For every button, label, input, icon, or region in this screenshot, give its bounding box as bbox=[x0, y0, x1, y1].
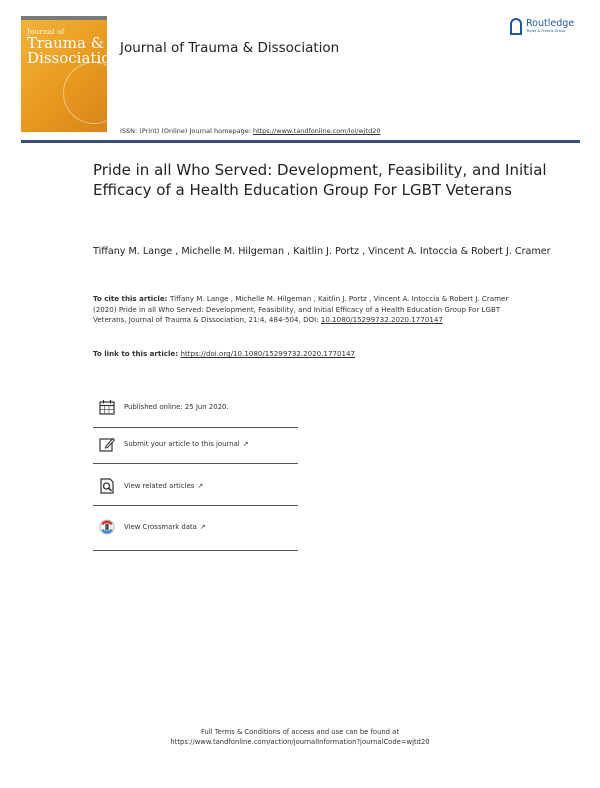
link-label: To link to this article: bbox=[93, 349, 181, 358]
footer bbox=[0, 727, 600, 747]
external-link-icon: ↗ bbox=[242, 440, 249, 448]
related-articles-item[interactable] bbox=[93, 470, 298, 506]
cover-line2a: Trauma & bbox=[27, 34, 105, 52]
edit-icon bbox=[99, 436, 115, 452]
crossmark-label bbox=[124, 523, 206, 531]
journal-cover-image bbox=[21, 16, 120, 132]
info-separator bbox=[93, 463, 298, 464]
cover-title bbox=[27, 36, 120, 66]
issn-text: ISSN: (Print) (Online) Journal homepage: bbox=[120, 127, 253, 135]
doi-value[interactable]: 10.1080/15299732.2020.1770147 bbox=[320, 315, 443, 325]
search-document-icon bbox=[99, 478, 115, 494]
header-divider bbox=[21, 140, 580, 143]
crossmark-text: View Crossmark data bbox=[124, 523, 197, 531]
cover-line1: Journal of bbox=[27, 27, 65, 36]
related-articles-text: View related articles bbox=[124, 482, 195, 490]
issn-line bbox=[120, 127, 381, 135]
cover-decoration bbox=[63, 62, 125, 124]
routledge-mark-icon bbox=[510, 18, 522, 35]
info-separator bbox=[93, 505, 298, 506]
doi-label: DOI: bbox=[303, 315, 321, 325]
cover-line2b: Dissociation bbox=[27, 49, 120, 67]
cite-text: Tiffany M. Lange , Michelle M. Hilgeman , Kaitlin J. Portz , Vincent A. Intoccia & Robert J. Cramer (2020) Pride in all Who Served: Development, Feasibility, and Initial Efficacy of a Health Education Group For LGBT Veterans, Journal of Trauma & Dissociation, 21:4, 484-504, bbox=[93, 294, 509, 325]
crossmark-item[interactable] bbox=[93, 511, 298, 547]
journal-homepage-link[interactable]: https://www.tandfonline.com/loi/wjtd20 bbox=[252, 127, 381, 135]
published-online-item bbox=[93, 391, 298, 427]
publisher-name: Routledge bbox=[526, 18, 575, 29]
article-authors: Tiffany M. Lange , Michelle M. Hilgeman , Kaitlin J. Portz , Vincent A. Intoccia & Robert J. Cramer bbox=[93, 246, 551, 257]
cite-label: To cite this article: bbox=[93, 294, 170, 303]
external-link-icon: ↗ bbox=[197, 482, 204, 490]
article-title: Pride in all Who Served: Development, Feasibility, and Initial Efficacy of a Health Education Group For LGBT Veterans bbox=[93, 161, 547, 199]
published-online-text: Published online: 25 Jun 2020. bbox=[124, 403, 229, 411]
article-link-line bbox=[93, 349, 355, 358]
external-link-icon: ↗ bbox=[199, 523, 206, 531]
citation-block bbox=[93, 294, 523, 326]
footer-line1: Full Terms & Conditions of access and use can be found at bbox=[201, 728, 399, 736]
related-articles-label bbox=[124, 482, 203, 490]
publisher-tagline: Taylor & Francis Group bbox=[526, 29, 566, 33]
submit-article-label bbox=[124, 440, 249, 448]
calendar-icon bbox=[99, 399, 115, 415]
terms-link[interactable]: https://www.tandfonline.com/action/journalInformation?journalCode=wjtd20 bbox=[170, 738, 430, 746]
journal-title: Journal of Trauma & Dissociation bbox=[120, 40, 340, 56]
submit-article-text: Submit your article to this journal bbox=[124, 440, 240, 448]
article-doi-link[interactable]: https://doi.org/10.1080/15299732.2020.1770147 bbox=[180, 349, 356, 358]
info-separator bbox=[93, 550, 298, 551]
crossmark-icon bbox=[99, 519, 115, 535]
submit-article-item[interactable] bbox=[93, 428, 298, 464]
cover-band bbox=[21, 16, 107, 20]
